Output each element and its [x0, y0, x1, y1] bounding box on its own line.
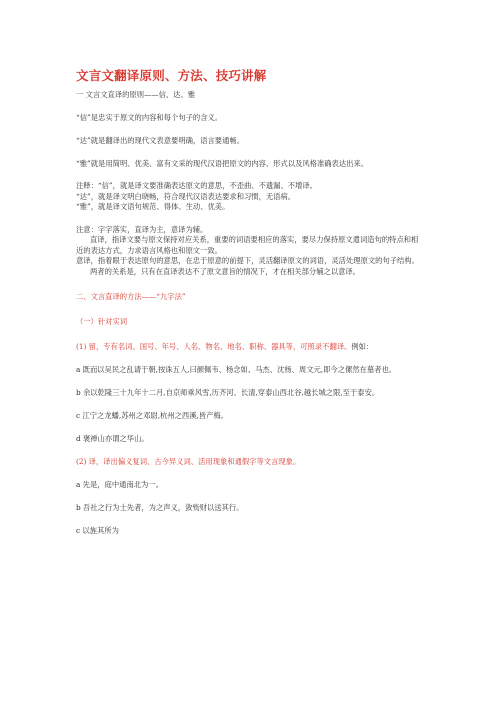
document-body	[76, 66, 424, 536]
paragraph-da: “达”就是翻译出的现代文表意要明确，语言要通畅。	[76, 136, 244, 145]
note-da: “达”，就是译文明白晓畅，符合现代汉语表达要求和习惯，无语病。	[76, 191, 296, 201]
note-attention: 注意：字字落实，直译为主，意译为辅。	[76, 224, 208, 234]
paragraph-ya: “雅”就是用简明、优美、富有文采的现代汉语把原文的内容、形式以及风格准确表达出来。	[76, 159, 369, 168]
example-d: d 褒禅山亦谓之华山。	[76, 434, 149, 443]
example-a: a 既而以吴民之乱请于朝,按诛五人,曰颜佩韦、杨念如、马杰、沈杨、周文元,即今之傫然在墓者也。	[76, 365, 397, 374]
method-liu-label: (1) 留，专有名词、国号、年号、人名、物名、地名、职称、器具等，可照录不翻译。	[76, 342, 352, 351]
example-c: c 江宁之龙蟠,苏州之邓尉,杭州之西溪,皆产梅。	[76, 411, 229, 420]
example-yi-c: c 以旌其所为	[76, 526, 119, 535]
paragraph-relationship: 两者的关系是，只有在直译表达不了原文意旨的情况下，才在相关部分辅之以意译。	[90, 266, 360, 276]
example-yi-a: a 先是，庭中通南北为一。	[76, 480, 163, 489]
paragraph-literal-translation: 直译，指译文要与原文保持对应关系，重要的词语要相应的落实，要尽力保持原文遣词造句的特点和相近的表达方式，力求语言风格也和原文一致。	[76, 235, 419, 255]
example-b: b 余以乾隆三十九年十二月,自京师乘风雪,历齐河、长清,穿泰山西北谷,越长城之限,至于泰安。	[76, 388, 380, 397]
section-heading-2: 二、文言直译的方法——“九字法”	[76, 292, 186, 301]
method-liu	[76, 341, 424, 352]
note-ya: “雅”，就是译文语句规范、得体、生动、优美。	[76, 202, 230, 211]
method-liu-example-lead: 例如：	[351, 342, 374, 351]
subsection-heading: （一）针对实词	[76, 317, 128, 326]
document-title: 文言文翻译原则、方法、技巧讲解	[76, 68, 267, 83]
paragraph-xin: “信”是忠实于原文的内容和每个句子的含义。	[76, 113, 223, 122]
note-xin: 注释：“信”，就是译文要准确表达原文的意思，不歪曲、不遗漏、不增译。	[76, 181, 317, 190]
paragraph-free-translation: 意译，指着眼于表达原句的意思，在忠于原意的前提下，灵活翻译原文的词语，灵活处理原文的句子结构。	[76, 256, 419, 265]
example-yi-b: b 吾社之行为士先者，为之声义，敛赀财以送其行。	[76, 503, 244, 512]
section-heading-1: 一 文言文直译的原则——信、达、雅	[76, 90, 196, 99]
method-yi: (2) 译，译出偏义复词、古今异义词、活用现象和通假字等文言现象。	[76, 457, 301, 466]
